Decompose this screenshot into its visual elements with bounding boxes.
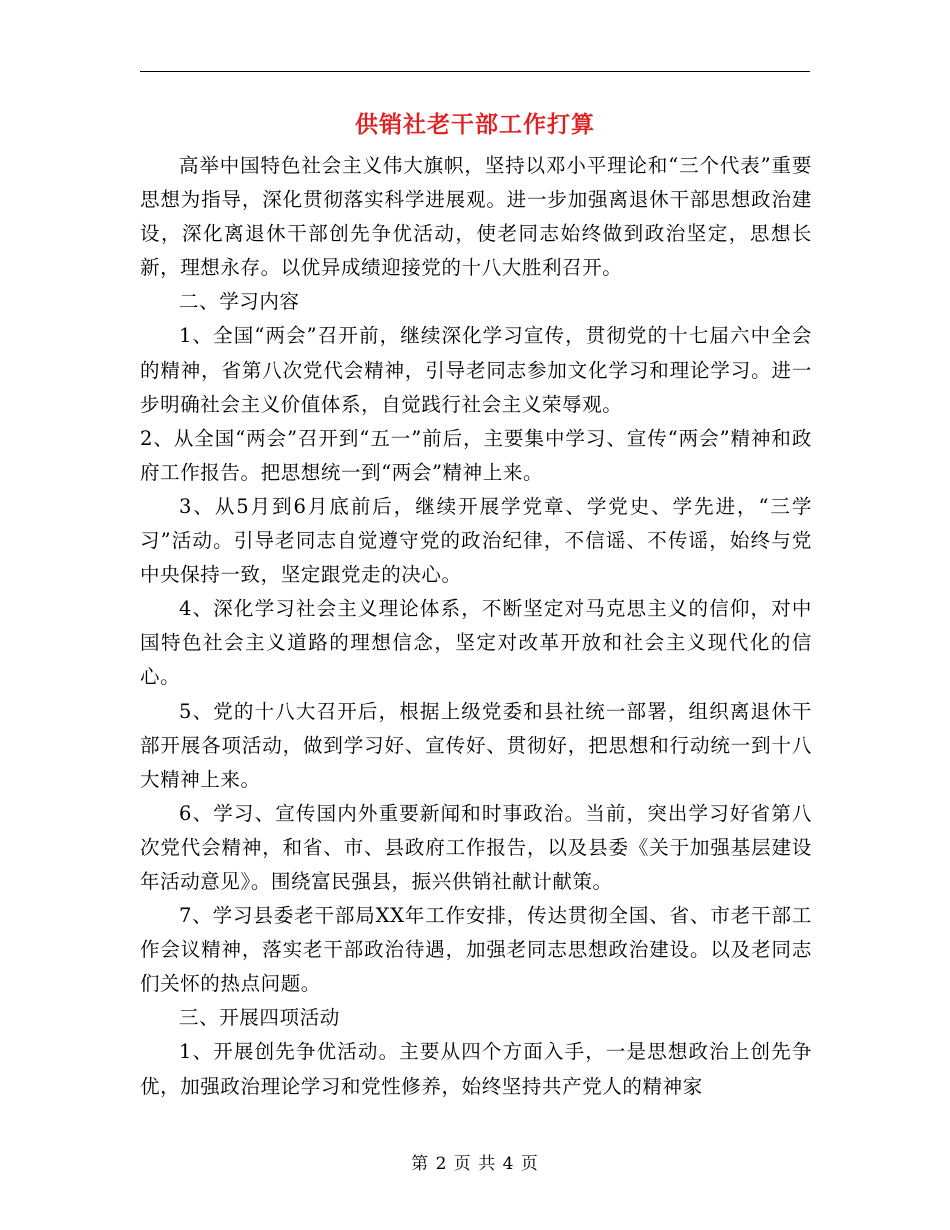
header-rule — [140, 71, 810, 72]
section-heading-study-content: 二、学习内容 — [179, 290, 300, 314]
page-footer: 第 2 页 共 4 页 — [411, 1154, 539, 1174]
paragraph-activity-1: 1、开展创先争优活动。主要从四个方面入手，一是思想政治上创先争优，加强政治理论学习和党性修养，始终坚持共产党人的精神家 — [140, 1040, 812, 1098]
paragraph-item-4: 4、深化学习社会主义理论体系，不断坚定对马克思主义的信仰，对中国特色社会主义道路的理想信念，坚定对改革开放和社会主义现代化的信心。 — [140, 597, 812, 689]
paragraph-item-1: 1、全国“两会”召开前，继续深化学习宣传，贯彻党的十七届六中全会的精神，省第八次党代会精神，引导老同志参加文化学习和理论学习。进一步明确社会主义价值体系，自觉践行社会主义荣辱观。 — [140, 324, 812, 416]
paragraph-intro: 高举中国特色社会主义伟大旗帜，坚持以邓小平理论和“三个代表”重要思想为指导，深化贯彻落实科学进展观。进一步加强离退休干部思想政治建设，深化离退休干部创先争优活动，使老同志始终做到政治坚定，思想长新，理想永存。以优异成绩迎接党的十八大胜利召开。 — [140, 154, 812, 280]
section-heading-four-activities: 三、开展四项活动 — [179, 1006, 340, 1030]
paragraph-item-7: 7、学习县委老干部局XX年工作安排，传达贯彻全国、省、市老干部工作会议精神，落实老干部政治待遇，加强老同志思想政治建设。以及老同志们关怀的热点问题。 — [140, 904, 812, 996]
paragraph-item-6: 6、学习、宣传国内外重要新闻和时事政治。当前，突出学习好省第八次党代会精神，和省、市、县政府工作报告，以及县委《关于加强基层建设年活动意见》。围绕富民强县，振兴供销社献计献策。 — [140, 801, 812, 893]
paragraph-item-2: 2、从全国“两会”召开到“五一”前后，主要集中学习、宣传“两会”精神和政府工作报告。把思想统一到“两会”精神上来。 — [140, 426, 812, 484]
paragraph-item-5: 5、党的十八大召开后，根据上级党委和县社统一部署，组织离退休干部开展各项活动，做到学习好、宣传好、贯彻好，把思想和行动统一到十八大精神上来。 — [140, 699, 812, 791]
document-body — [140, 149, 812, 1104]
document-title: 供销社老干部工作打算 — [355, 111, 595, 138]
paragraph-item-3: 3、从5月到6月底前后，继续开展学党章、学党史、学先进，“三学习”活动。引导老同志自觉遵守党的政治纪律，不信谣、不传谣，始终与党中央保持一致，坚定跟党走的决心。 — [140, 494, 812, 587]
